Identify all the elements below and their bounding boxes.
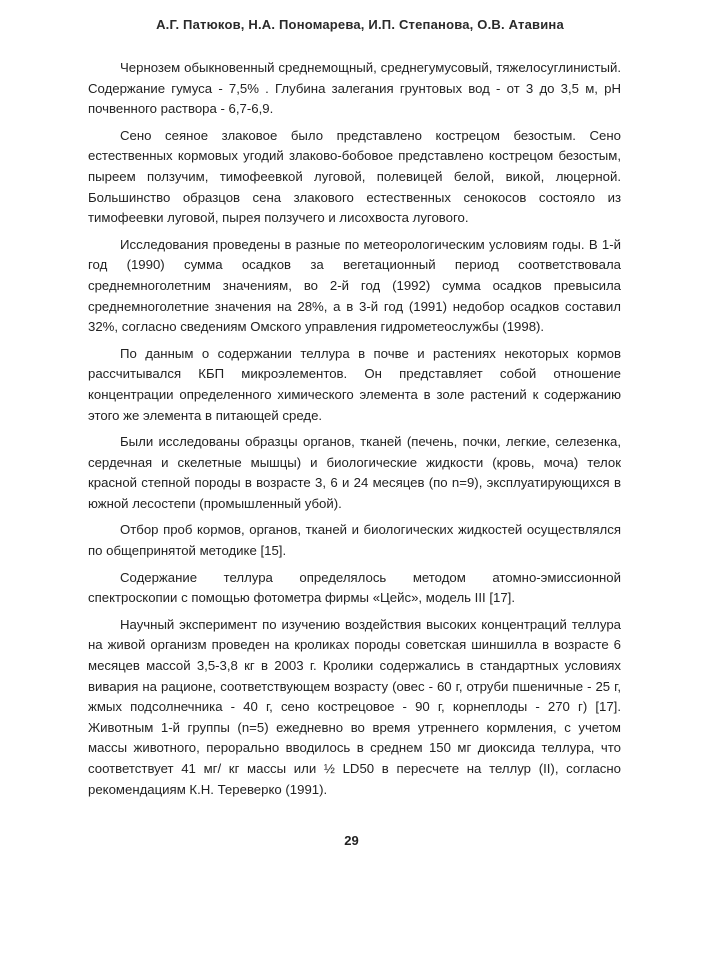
page-number: 29 <box>344 833 359 848</box>
paragraph-sampling-method: Отбор проб кормов, органов, тканей и биологических жидкостей осуществлялся по общепринятой методике [15]. <box>88 522 621 559</box>
body-text <box>88 58 621 806</box>
running-header-authors: А.Г. Патюков, Н.А. Пономарева, И.П. Степанова, О.В. Атавина <box>156 17 564 32</box>
paragraph-hay-composition: Сено сеяное злаковое было представлено кострецом безостым. Сено естественных кормовых угодий злаково-бобовое представлено кострецом безостым, пыреем ползучим, тимофеевкой луговой, полевицей белой, викой, люцерной. Большинство образцов сена злакового естественных сенокосов состояло из тимофеевки луговой, пырея ползучего и лисохвоста лугового. <box>88 127 621 226</box>
paragraph-weather-conditions: Исследования проведены в разные по метеорологическим условиям годы. В 1-й год (1990) сумма осадков за вегетационный период соответствовала среднемноголетним значениям, во 2-й год (1992) сумма осадков превысила среднемноголетние значения на 28%, а в 3-й год (1991) недобор осадков составил 32%, согласно сведениям Омского управления гидрометеослужбы (1998). <box>88 236 621 335</box>
paragraph-soil-description: Чернозем обыкновенный среднемощный, среднегумусовый, тяжелосуглинистый. Содержание гумуса - 7,5% . Глубина залегания грунтовых вод - от 3 до 3,5 м, рН почвенного раствора - 6,7-6,9. <box>88 60 621 117</box>
paragraph-tellurium-measurement: Содержание теллура определялось методом атомно-эмиссионной спектроскопии с помощью фотометра фирмы «Цейс», модель III [17]. <box>88 569 621 606</box>
paragraph-rabbit-experiment: Научный эксперимент по изучению воздействия высоких концентраций теллура на живой организм проведен на кроликах породы советская шиншилла в возрасте 6 месяцев массой 3,5-3,8 кг в 2003 г. Кролики содержались в стандартных условиях вивария на рационе, соответствующем возрасту (овес - 60 г, отруби пшеничные - 25 г, жмых подсолнечника - 40 г, сено кострецовое - 90 г, корнеплоды - 270 г) [17]. Животным 1-й группы (n=5) ежедневно во время утреннего кормления, с учетом массы животного, перорально вводилось в среднем 150 мг диоксида теллура, что соответствует 41 мг/ кг массы или ½ LD50 в пересчете на теллур (II), согласно рекомендациям К.Н. Тереверко (1991). <box>88 616 621 797</box>
paragraph-kbp-definition: По данным о содержании теллура в почве и растениях некоторых кормов рассчитывался КБП микроэлементов. Он представляет собой отношение концентрации определенного химического элемента в золе растений к содержанию этого же элемента в питающей среде. <box>88 345 621 423</box>
paragraph-samples-studied: Были исследованы образцы органов, тканей (печень, почки, легкие, селезенка, сердечная и скелетные мышцы) и биологические жидкости (кровь, моча) телок красной степной породы в возрасте 3, 6 и 24 месяцев (по n=9), эксплуатирующихся в южной лесостепи (промышленный убой). <box>88 434 621 511</box>
